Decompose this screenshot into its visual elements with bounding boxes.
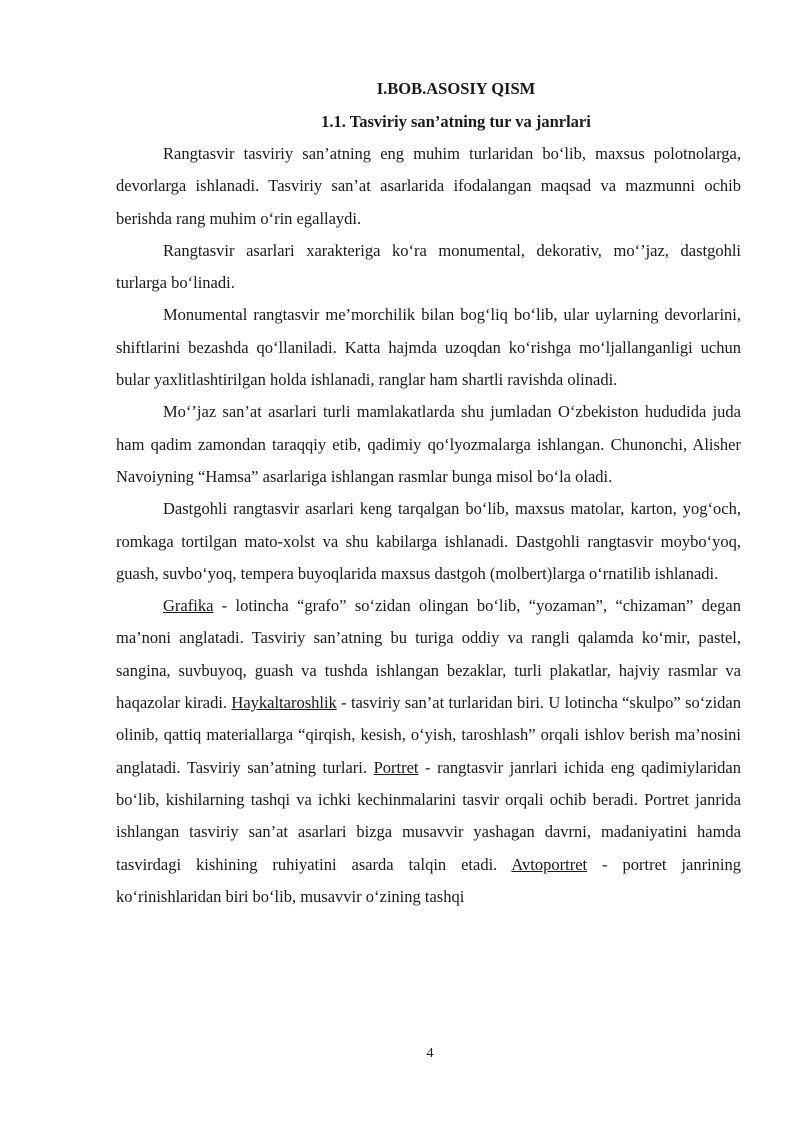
term-portret: Portret (373, 757, 419, 777)
paragraph-monumental: Monumental rangtasvir me’morchilik bilan bog‘liq bo‘lib, ular uylarning devorlarini, shiftlarini bezashda qo‘llaniladi. Katta hajmda uzoqdan ko‘rishga mo‘ljallanganligi uchun bular yaxlitlashtirilgan holda ishlanadi, ranglar ham shartli ravishda olinadi. (116, 305, 741, 390)
paragraph-mojaz: Mo‘’jaz san’at asarlari turli mamlakatlarda shu jumladan O‘zbekiston hududida juda ham qadim zamondan taraqqiy etib, qadimiy qo‘lyozmalarga ishlangan. Chunonchi, Alisher Navoiyning “Hamsa” asarlariga ishlangan rasmlar bunga misol bo‘la oladi. (116, 402, 741, 486)
chapter-title: I.BOB.ASOSIY QISM (376, 79, 536, 98)
grafika-text: - lotincha “grafo” so‘zidan olingan bo‘lib, “yozaman”, “chizaman” degan ma’noni anglatadi. Tasviriy san’atning bu turiga oddiy va rangli qalamda ko‘mir, pastel, sangina, suvbuyoq, guash va tushda ishlangan bezaklar, turli plakatlar, hajviy rasmlar va haqazolar kiradi. (116, 596, 741, 713)
paragraph-dastgohli: Dastgohli rangtasvir asarlari keng tarqalgan bo‘lib, maxsus matolar, karton, yog‘och, romkaga tortilgan mato-xolst va shu kabilarga ishlanadi. Dastgohli rangtasvir moybo‘yoq, guash, suvbo‘yoq, tempera buyoqlarida maxsus dastgoh (molbert)larga o‘rnatilib ishlanadi. (116, 499, 741, 583)
term-haykaltaroshlik: Haykaltaroshlik (231, 693, 337, 713)
avtoportret-text: - portret janrining ko‘rinishlaridan biri bo‘lib, musavvir o‘zining tashqi (116, 854, 742, 906)
document-page (116, 72, 741, 913)
paragraph-grafika (116, 590, 741, 913)
portret-text: - rangtasvir janrlari ichida eng qadimiylaridan bo‘lib, kishilarning tashqi va ichki kechinmalarini tasvir orqali ochib beradi. Portret janrida ishlangan tasviriy san’at asarlari bizga musavvir yashagan davrni, madaniyatini hamda tasvirdagi kishining ruhiyatini asarda talqin etadi. (116, 757, 741, 874)
term-grafika: Grafika (163, 596, 214, 616)
paragraph-rangtasvir-types: Rangtasvir asarlari xarakteriga ko‘ra monumental, dekorativ, mo‘’jaz, dastgohli turlarga bo‘linadi. (116, 240, 741, 293)
section-title: 1.1. Tasviriy san’atning tur va janrlari (321, 112, 591, 131)
paragraph-rangtasvir: Rangtasvir tasviriy san’atning eng muhim turlaridan bo‘lib, maxsus polotnolarga, devorlarga ishlanadi. Tasviriy san’at asarlarida ifodalangan maqsad va mazmunni ochib berishda rang muhim o‘rin egallaydi. (116, 144, 741, 228)
page-number: 4 (426, 1046, 434, 1061)
term-avtoportret: Avtoportret (511, 854, 588, 874)
haykaltaroshlik-text: - tasviriy san’at turlaridan biri. U lotincha “skulpo” so‘zidan olinib, qattiq materiallarga “qirqish, kesish, o‘yish, taroshlash” orqali ishlov berish ma’nosini anglatadi. Tasviriy san’atning turlari. (116, 693, 741, 777)
